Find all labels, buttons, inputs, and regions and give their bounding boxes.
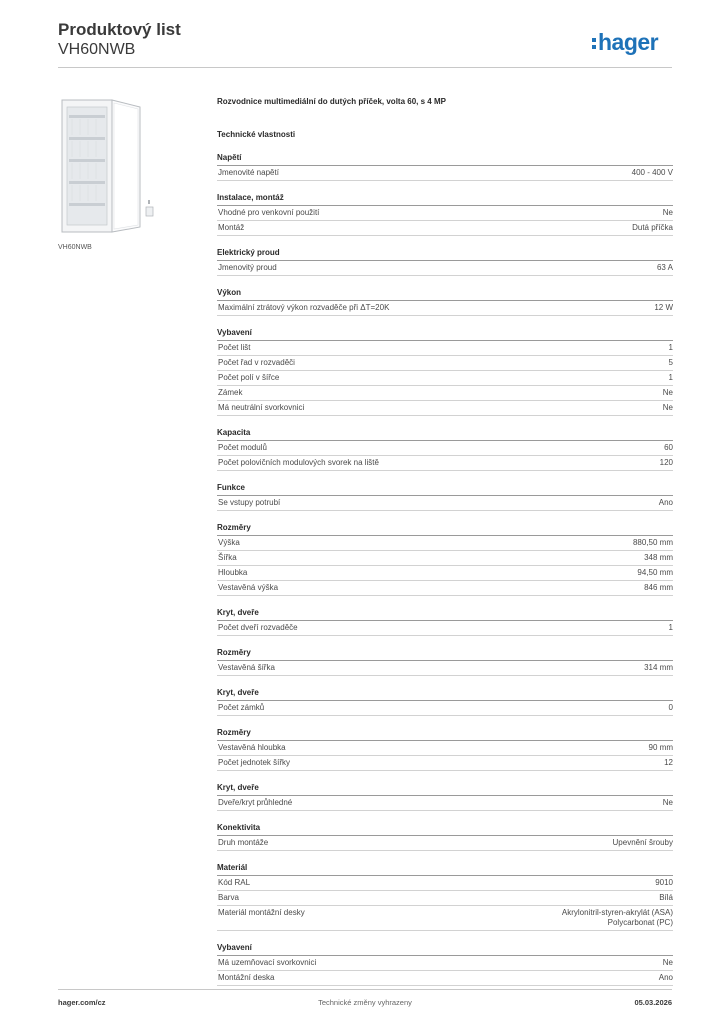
spec-label: Počet polí v šířce bbox=[218, 373, 280, 382]
spec-label: Kód RAL bbox=[218, 878, 251, 887]
spec-value-line: 94,50 mm bbox=[637, 568, 673, 577]
spec-group bbox=[217, 247, 673, 276]
spec-row bbox=[217, 206, 673, 221]
spec-row bbox=[217, 441, 673, 456]
spec-group-title: Kapacita bbox=[217, 427, 673, 441]
spec-group-title: Napětí bbox=[217, 152, 673, 166]
spec-row bbox=[217, 456, 673, 471]
spec-row bbox=[217, 876, 673, 891]
spec-label: Vestavěná šířka bbox=[218, 663, 275, 672]
spec-value-line: 12 bbox=[664, 758, 673, 767]
spec-group bbox=[217, 482, 673, 511]
spec-value bbox=[663, 388, 673, 398]
spec-group bbox=[217, 687, 673, 716]
spec-label: Montážní deska bbox=[218, 973, 275, 982]
spec-group-title: Kryt, dveře bbox=[217, 607, 673, 621]
product-code: VH60NWB bbox=[58, 41, 136, 58]
spec-label: Druh montáže bbox=[218, 838, 269, 847]
spec-group bbox=[217, 782, 673, 811]
spec-value-line: 400 - 400 V bbox=[631, 168, 673, 177]
spec-value-line: 90 mm bbox=[648, 743, 673, 752]
spec-row bbox=[217, 661, 673, 676]
spec-value bbox=[562, 908, 673, 928]
spec-value-line: Bílá bbox=[659, 893, 673, 902]
spec-value bbox=[644, 583, 673, 593]
spec-group-title: Elektrický proud bbox=[217, 247, 673, 261]
spec-value-line: 5 bbox=[668, 358, 673, 367]
spec-row bbox=[217, 796, 673, 811]
spec-label: Hloubka bbox=[218, 568, 248, 577]
spec-label: Šířka bbox=[218, 553, 237, 562]
spec-group bbox=[217, 862, 673, 931]
spec-value bbox=[660, 458, 673, 468]
spec-value-line: Dutá příčka bbox=[632, 223, 673, 232]
spec-label: Se vstupy potrubí bbox=[218, 498, 281, 507]
spec-row bbox=[217, 581, 673, 596]
spec-value bbox=[669, 623, 673, 633]
spec-value bbox=[669, 703, 673, 713]
spec-value-line: 348 mm bbox=[644, 553, 673, 562]
spec-group bbox=[217, 192, 673, 236]
spec-row bbox=[217, 356, 673, 371]
spec-group bbox=[217, 822, 673, 851]
spec-row bbox=[217, 741, 673, 756]
spec-value bbox=[633, 538, 673, 548]
spec-value-line: Ano bbox=[658, 973, 673, 982]
spec-value-line: 12 W bbox=[654, 303, 673, 312]
spec-row bbox=[217, 956, 673, 971]
spec-group bbox=[217, 647, 673, 676]
spec-group-title: Rozměry bbox=[217, 727, 673, 741]
spec-value bbox=[663, 403, 673, 413]
spec-value bbox=[644, 553, 673, 563]
spec-group bbox=[217, 942, 673, 986]
spec-value-line: Ne bbox=[662, 798, 673, 807]
spec-value bbox=[663, 798, 673, 808]
spec-group bbox=[217, 427, 673, 471]
spec-row bbox=[217, 536, 673, 551]
spec-label: Počet jednotek šířky bbox=[218, 758, 291, 767]
spec-label: Má neutrální svorkovnici bbox=[218, 403, 305, 412]
spec-label: Zámek bbox=[218, 388, 243, 397]
spec-row bbox=[217, 166, 673, 181]
spec-row bbox=[217, 301, 673, 316]
spec-group-title: Kryt, dveře bbox=[217, 782, 673, 796]
spec-value bbox=[664, 758, 673, 768]
spec-value bbox=[632, 168, 673, 178]
spec-row bbox=[217, 566, 673, 581]
spec-row bbox=[217, 371, 673, 386]
spec-group bbox=[217, 607, 673, 636]
spec-label: Počet zámků bbox=[218, 703, 265, 712]
spec-group bbox=[217, 327, 673, 416]
spec-row bbox=[217, 906, 673, 931]
spec-row bbox=[217, 401, 673, 416]
spec-group bbox=[217, 152, 673, 181]
spec-row bbox=[217, 341, 673, 356]
spec-value-line: 1 bbox=[668, 343, 673, 352]
spec-value-line: 846 mm bbox=[644, 583, 673, 592]
footer-divider bbox=[58, 989, 672, 990]
spec-value bbox=[637, 568, 673, 578]
spec-value-line: 120 bbox=[659, 458, 673, 467]
logo-dots-icon bbox=[592, 38, 596, 49]
spec-group bbox=[217, 287, 673, 316]
spec-value bbox=[613, 838, 673, 848]
spec-label: Montáž bbox=[218, 223, 245, 232]
spec-label: Výška bbox=[218, 538, 240, 547]
logo-text: hager bbox=[598, 29, 659, 55]
spec-value-line: 63 A bbox=[656, 263, 673, 272]
spec-row bbox=[217, 551, 673, 566]
spec-label: Barva bbox=[218, 893, 239, 902]
spec-value-line: Ne bbox=[662, 208, 673, 217]
spec-value bbox=[669, 358, 673, 368]
spec-label: Dveře/kryt průhledné bbox=[218, 798, 293, 807]
spec-value bbox=[654, 303, 673, 313]
spec-content bbox=[217, 97, 673, 997]
document-footer bbox=[58, 998, 672, 1007]
spec-value-line: Ne bbox=[662, 958, 673, 967]
spec-row bbox=[217, 621, 673, 636]
spec-value-line: 9010 bbox=[655, 878, 673, 887]
product-image bbox=[58, 97, 166, 237]
technical-properties-heading: Technické vlastnosti bbox=[217, 130, 296, 139]
spec-row bbox=[217, 971, 673, 986]
spec-row bbox=[217, 756, 673, 771]
spec-label: Vestavěná výška bbox=[218, 583, 279, 592]
spec-value bbox=[659, 498, 673, 508]
spec-label: Počet modulů bbox=[218, 443, 267, 452]
product-image-caption: VH60NWB bbox=[58, 244, 92, 251]
spec-value-line: Akrylonitril-styren-akrylát (ASA) bbox=[561, 908, 673, 917]
spec-row bbox=[217, 261, 673, 276]
spec-value bbox=[669, 373, 673, 383]
spec-value bbox=[649, 743, 673, 753]
spec-label: Jmenovitý proud bbox=[218, 263, 277, 272]
spec-value bbox=[663, 958, 673, 968]
spec-group-title: Vybavení bbox=[217, 327, 673, 341]
spec-group-title: Instalace, montáž bbox=[217, 192, 673, 206]
spec-value bbox=[664, 443, 673, 453]
product-description: Rozvodnice multimediální do dutých příček, volta 60, s 4 MP bbox=[217, 97, 446, 106]
spec-value-line: 1 bbox=[668, 373, 673, 382]
spec-groups bbox=[217, 152, 673, 986]
footer-disclaimer: Technické změny vyhrazeny bbox=[318, 998, 412, 1007]
spec-row bbox=[217, 836, 673, 851]
spec-label: Materiál montážní desky bbox=[218, 908, 305, 917]
spec-row bbox=[217, 701, 673, 716]
spec-group-title: Konektivita bbox=[217, 822, 673, 836]
spec-group-title: Výkon bbox=[217, 287, 673, 301]
header-divider bbox=[58, 67, 672, 68]
spec-label: Počet řad v rozvaděči bbox=[218, 358, 295, 367]
spec-row bbox=[217, 221, 673, 236]
spec-value-line: 0 bbox=[668, 703, 673, 712]
spec-value bbox=[657, 263, 673, 273]
spec-value-line: 880,50 mm bbox=[632, 538, 673, 547]
spec-value-line: Ne bbox=[662, 388, 673, 397]
spec-label: Maximální ztrátový výkon rozvaděče při ΔT=20K bbox=[218, 303, 390, 312]
spec-label: Vhodné pro venkovní použití bbox=[218, 208, 320, 217]
spec-label: Počet polovičních modulových svorek na liště bbox=[218, 458, 379, 467]
spec-label: Počet dveří rozvaděče bbox=[218, 623, 298, 632]
document-header bbox=[58, 20, 181, 60]
spec-value-line: 314 mm bbox=[644, 663, 673, 672]
spec-group-title: Materiál bbox=[217, 862, 673, 876]
spec-group-title: Funkce bbox=[217, 482, 673, 496]
spec-row bbox=[217, 386, 673, 401]
document-title: Produktový list bbox=[58, 20, 181, 39]
spec-value bbox=[659, 973, 673, 983]
spec-value bbox=[655, 878, 673, 888]
spec-value-line: 1 bbox=[668, 623, 673, 632]
spec-label: Jmenovité napětí bbox=[218, 168, 279, 177]
spec-value-line: Ne bbox=[662, 403, 673, 412]
spec-value-line: 60 bbox=[664, 443, 673, 452]
spec-value bbox=[632, 223, 673, 233]
spec-group bbox=[217, 727, 673, 771]
spec-group bbox=[217, 522, 673, 596]
footer-website-link[interactable]: hager.com/cz bbox=[58, 998, 106, 1007]
spec-row bbox=[217, 891, 673, 906]
spec-value-line: Ano bbox=[658, 498, 673, 507]
spec-group-title: Rozměry bbox=[217, 522, 673, 536]
footer-date: 05.03.2026 bbox=[634, 998, 672, 1007]
spec-group-title: Rozměry bbox=[217, 647, 673, 661]
spec-label: Má uzemňovací svorkovnici bbox=[218, 958, 317, 967]
spec-value bbox=[669, 343, 673, 353]
spec-group-title: Kryt, dveře bbox=[217, 687, 673, 701]
spec-value bbox=[663, 208, 673, 218]
spec-group-title: Vybavení bbox=[217, 942, 673, 956]
spec-value bbox=[644, 663, 673, 673]
hager-logo[interactable] bbox=[592, 29, 658, 55]
spec-value-line: Polycarbonat (PC) bbox=[607, 918, 673, 927]
spec-label: Vestavěná hloubka bbox=[218, 743, 286, 752]
spec-label: Počet lišt bbox=[218, 343, 251, 352]
spec-value-line: Upevnění šrouby bbox=[612, 838, 673, 847]
spec-value bbox=[659, 893, 673, 903]
spec-row bbox=[217, 496, 673, 511]
